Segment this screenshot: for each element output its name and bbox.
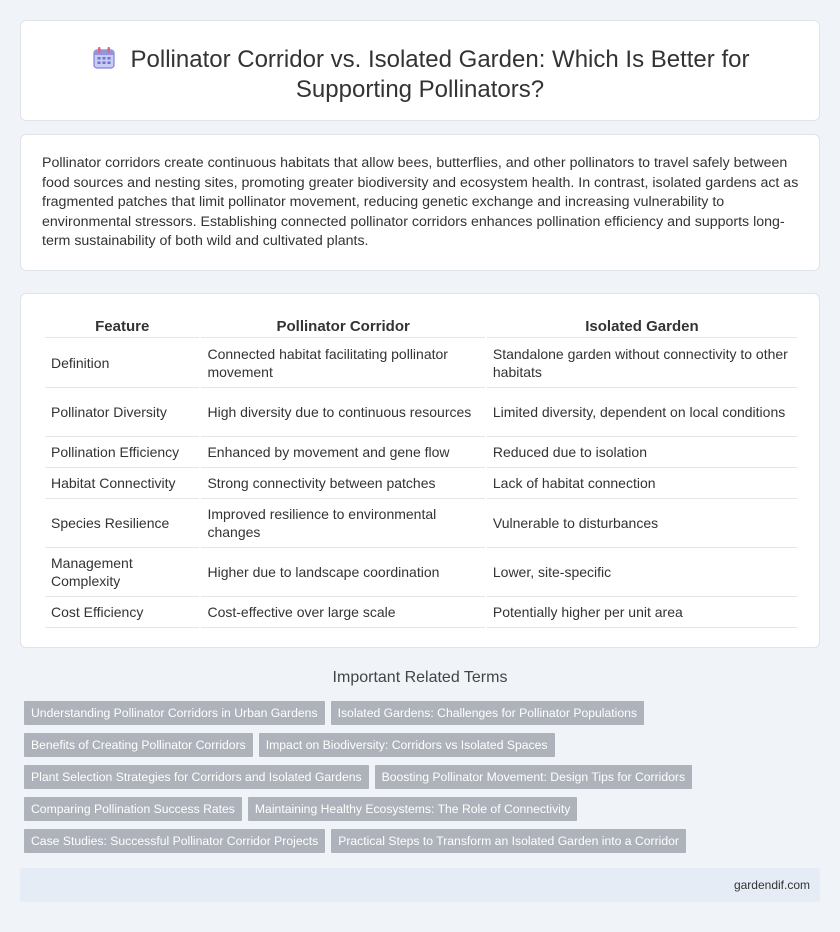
header-feature: Feature bbox=[45, 316, 199, 338]
table-cell: Lack of habitat connection bbox=[487, 468, 797, 499]
related-term-link[interactable]: Understanding Pollinator Corridors in Urban Gardens bbox=[24, 701, 325, 725]
table-cell: Lower, site-specific bbox=[487, 548, 797, 597]
related-term-link[interactable]: Isolated Gardens: Challenges for Pollinator Populations bbox=[331, 701, 644, 725]
table-cell: Potentially higher per unit area bbox=[487, 597, 797, 628]
table-cell: Cost-effective over large scale bbox=[201, 597, 484, 628]
related-term-link[interactable]: Benefits of Creating Pollinator Corridors bbox=[24, 733, 253, 757]
related-terms-title: Important Related Terms bbox=[332, 669, 508, 686]
table-cell: Definition bbox=[45, 338, 199, 388]
table-cell: Cost Efficiency bbox=[45, 597, 199, 628]
related-term-link[interactable]: Maintaining Healthy Ecosystems: The Role of Connectivity bbox=[248, 797, 577, 821]
header-pollinator-corridor: Pollinator Corridor bbox=[201, 316, 484, 338]
related-term-link[interactable]: Practical Steps to Transform an Isolated Garden into a Corridor bbox=[331, 829, 686, 853]
table-cell: High diversity due to continuous resources bbox=[201, 388, 484, 437]
page-title bbox=[21, 45, 819, 105]
table-row bbox=[45, 437, 797, 468]
table-cell: Enhanced by movement and gene flow bbox=[201, 437, 484, 468]
related-term-link[interactable]: Comparing Pollination Success Rates bbox=[24, 797, 242, 821]
related-term-link[interactable]: Plant Selection Strategies for Corridors and Isolated Gardens bbox=[24, 765, 369, 789]
header-isolated-garden: Isolated Garden bbox=[487, 316, 797, 338]
related-terms-list bbox=[24, 701, 814, 861]
related-term-link[interactable]: Boosting Pollinator Movement: Design Tips for Corridors bbox=[375, 765, 692, 789]
table-cell: Management Complexity bbox=[45, 548, 199, 597]
table-cell: Strong connectivity between patches bbox=[201, 468, 484, 499]
page-title-line2: Supporting Pollinators? bbox=[295, 76, 545, 103]
related-term-link[interactable]: Case Studies: Successful Pollinator Corridor Projects bbox=[24, 829, 325, 853]
table-row bbox=[45, 468, 797, 499]
page-title-wrap bbox=[21, 45, 819, 105]
calendar-icon bbox=[91, 45, 117, 71]
intro-card bbox=[20, 134, 820, 271]
table-cell: Improved resilience to environmental changes bbox=[201, 499, 484, 548]
table-cell: Standalone garden without connectivity to other habitats bbox=[487, 338, 797, 388]
table-header-row bbox=[45, 316, 797, 338]
comparison-table bbox=[43, 316, 799, 628]
intro-paragraph: Pollinator corridors create continuous habitats that allow bees, butterflies, and other pollinators to travel safely between food sources and nesting sites, promoting greater biodiversity and ecosystem health. In contrast, isolated gardens act as fragmented patches that limit pollinator movement, reducing genetic exchange and increasing vulnerability to environmental stressors. Establishing connected pollinator corridors enhances pollination efficiency and supports long-term sustainability of both wild and cultivated plants. bbox=[42, 155, 799, 250]
table-row bbox=[45, 499, 797, 548]
table-cell: Pollinator Diversity bbox=[45, 388, 199, 437]
related-term-link[interactable]: Impact on Biodiversity: Corridors vs Isolated Spaces bbox=[259, 733, 555, 757]
page-title-line1: Pollinator Corridor vs. Isolated Garden: Which Is Better for bbox=[130, 46, 750, 73]
table-cell: Habitat Connectivity bbox=[45, 468, 199, 499]
table-cell: Species Resilience bbox=[45, 499, 199, 548]
table-cell: Reduced due to isolation bbox=[487, 437, 797, 468]
footer-site-link[interactable]: gardendif.com bbox=[733, 878, 810, 892]
footer-bar bbox=[20, 868, 820, 902]
header-card bbox=[20, 20, 820, 121]
table-row bbox=[45, 338, 797, 388]
table-cell: Connected habitat facilitating pollinator movement bbox=[201, 338, 484, 388]
table-row bbox=[45, 388, 797, 437]
table-cell: Vulnerable to disturbances bbox=[487, 499, 797, 548]
table-row bbox=[45, 597, 797, 628]
table-cell: Pollination Efficiency bbox=[45, 437, 199, 468]
table-row bbox=[45, 548, 797, 597]
table-cell: Limited diversity, dependent on local conditions bbox=[487, 388, 797, 437]
comparison-table-card bbox=[20, 293, 820, 648]
table-cell: Higher due to landscape coordination bbox=[201, 548, 484, 597]
